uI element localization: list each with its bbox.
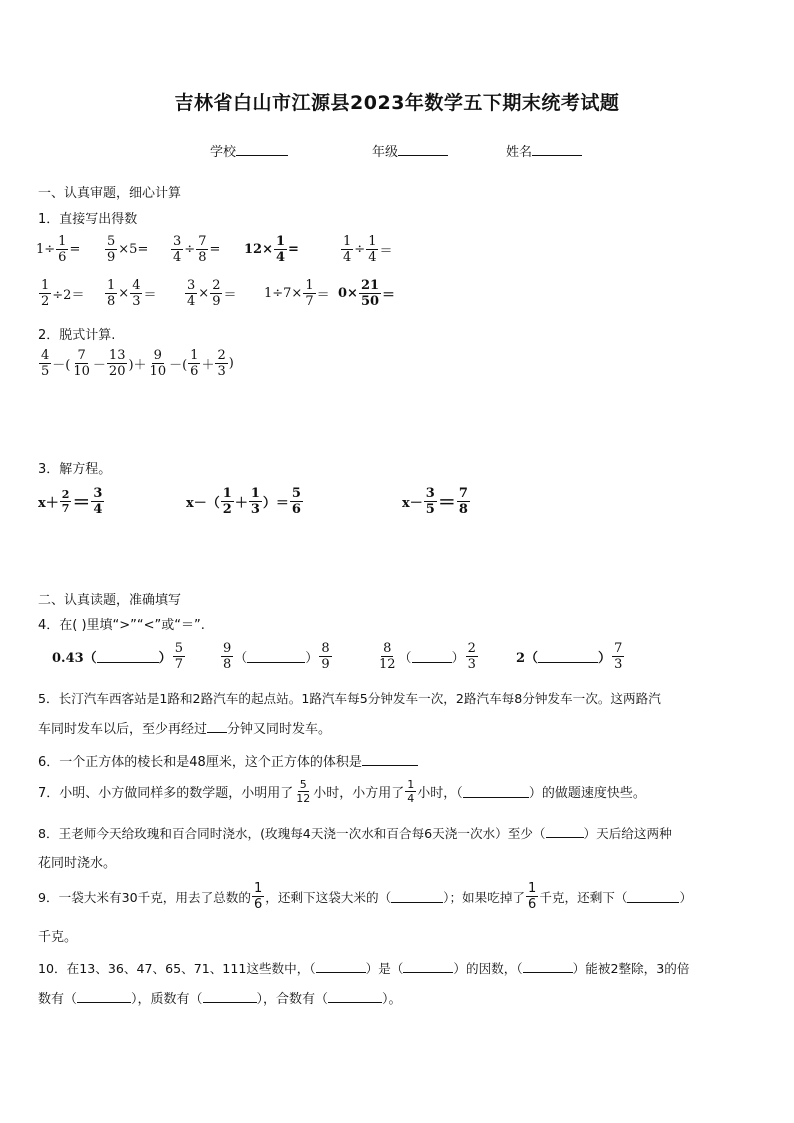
expr-text: ×5= [118, 242, 149, 257]
expr-text: x－ [402, 496, 423, 511]
denominator: 12 [296, 792, 311, 805]
fraction [303, 278, 315, 309]
numerator: 1 [250, 486, 260, 501]
operator: ÷ [184, 242, 196, 257]
q3-equation-2 [186, 486, 304, 517]
text: 小时，小方用了 [313, 786, 405, 801]
answer-blank[interactable] [207, 721, 227, 733]
q1-item-3 [170, 234, 220, 265]
text: 10．在13、36、47、65、71、111这些数中，（ [38, 961, 316, 976]
fraction [130, 278, 142, 309]
numerator: 1 [407, 778, 415, 791]
q1-item-6 [38, 278, 84, 309]
text: ）的做题速度快些。 [528, 786, 646, 801]
text: 9．一袋大米有30千克，用去了总数的 [38, 890, 251, 905]
denominator: 9 [107, 250, 116, 265]
q6 [38, 751, 418, 770]
denominator: 4 [187, 294, 196, 309]
numerator: 9 [223, 641, 232, 656]
equals: ＝ [382, 288, 396, 303]
denominator: 20 [108, 364, 126, 379]
fraction [215, 348, 227, 379]
fraction [91, 486, 104, 517]
fraction [71, 348, 92, 379]
answer-blank[interactable] [546, 826, 584, 838]
expr-text: ）＝ [262, 496, 289, 511]
denominator: 4 [275, 250, 286, 265]
denominator: 3 [614, 657, 623, 672]
q1-item-5 [340, 234, 392, 265]
numerator: 1 [343, 234, 352, 249]
fraction [405, 778, 416, 805]
numerator: 13 [108, 348, 126, 363]
denominator: 8 [223, 657, 232, 672]
fraction [341, 234, 353, 265]
text: 小时，（ [417, 786, 463, 801]
text: ） [679, 890, 693, 905]
answer-blank[interactable] [523, 961, 573, 973]
numerator: 8 [383, 641, 392, 656]
answer-blank[interactable] [328, 991, 382, 1003]
operator: × [198, 286, 210, 301]
answer-blank[interactable] [412, 651, 452, 663]
expr-text: 1÷ [36, 242, 56, 257]
q4-item-2 [220, 641, 333, 672]
q3-equation-1 [38, 486, 105, 517]
numerator: 3 [425, 486, 435, 501]
q1-item-1 [36, 234, 80, 265]
numerator: 1 [253, 881, 263, 896]
q1-item-8 [184, 278, 236, 309]
text: ，还剩下这袋大米的（ [265, 890, 392, 905]
denominator: 6 [528, 897, 537, 912]
text: ），合数有（ [256, 992, 329, 1007]
numerator: 21 [360, 278, 380, 293]
numerator: 4 [41, 348, 50, 363]
fraction [39, 278, 51, 309]
answer-blank[interactable] [316, 961, 366, 973]
q1-item-10 [338, 278, 395, 309]
denominator: 2 [41, 294, 50, 309]
text: 7．小明、小方做同样多的数学题，小明用了 [38, 786, 294, 801]
numerator: 2 [212, 278, 221, 293]
fraction [274, 234, 287, 265]
numerator: 1 [58, 234, 67, 249]
fraction [294, 778, 312, 805]
text: 数有（ [38, 992, 78, 1007]
text: ）；如果吃掉了 [443, 890, 526, 905]
expr-text: ） [598, 651, 612, 666]
denominator: 5 [41, 364, 50, 379]
numerator: 3 [187, 278, 196, 293]
expr-text: 0.43（ [52, 651, 97, 666]
q3-label: 3．解方程。 [38, 462, 112, 477]
operator: － [92, 358, 106, 373]
fraction [366, 234, 378, 265]
fraction [252, 881, 264, 912]
q10-line-2 [38, 988, 402, 1007]
fraction [359, 278, 381, 309]
fraction [424, 486, 437, 517]
denominator: 4 [368, 250, 377, 265]
text: 车同时发车以后，至少再经过 [38, 722, 208, 737]
fraction [196, 234, 208, 265]
fraction [188, 348, 200, 379]
q1-item-9 [264, 278, 330, 309]
expr-text: 0× [338, 286, 358, 301]
numerator: 1 [190, 348, 199, 363]
equals: ＝ [316, 288, 330, 303]
numerator: 4 [132, 278, 141, 293]
q1-label: 1．直接写出得数 [38, 212, 138, 227]
q4-label: 4．在( )里填“>”“<”或“＝”. [38, 618, 205, 633]
expr-text: ÷2＝ [52, 288, 85, 303]
operator: －( [169, 358, 188, 373]
text: ），质数有（ [131, 992, 203, 1007]
q5-line-2 [38, 718, 331, 737]
fraction [173, 641, 185, 672]
expr-text: ） [158, 651, 172, 666]
denominator: 7 [174, 657, 183, 672]
denominator: 3 [132, 294, 141, 309]
denominator: 4 [407, 792, 415, 805]
numerator: 5 [291, 486, 301, 501]
expr-text: ） [451, 651, 465, 666]
q1-item-2 [104, 234, 148, 265]
fraction [105, 234, 117, 265]
denominator: 8 [107, 294, 116, 309]
fraction [107, 348, 128, 379]
operator: ＋ [201, 358, 215, 373]
section-2-heading: 二、认真读题，准确填写 [38, 593, 182, 608]
denominator: 3 [250, 502, 260, 517]
equals: = [209, 242, 221, 257]
operator: × [118, 286, 130, 301]
answer-blank[interactable] [627, 891, 679, 903]
q10-line-1 [38, 958, 689, 977]
fraction [249, 486, 262, 517]
q2-label: 2．脱式计算. [38, 328, 116, 343]
text: ）天后给这两种 [583, 826, 672, 841]
fraction [39, 348, 51, 379]
fraction [377, 641, 398, 672]
operator: )＋ [128, 358, 147, 373]
q9-line-1 [38, 881, 692, 912]
q5-line-1: 5．长汀汽车西客站是1路和2路汽车的起点站。1路汽车每5分钟发车一次，2路汽车每8分钟发车一次。这两路汽 [38, 691, 661, 706]
numerator: 7 [198, 234, 207, 249]
q9-line-2: 千克。 [38, 930, 78, 945]
numerator: 1 [528, 881, 537, 896]
denominator: 6 [291, 502, 301, 517]
text: 千克，还剩下（ [539, 890, 628, 905]
equals: ＝ [72, 492, 91, 514]
school-field[interactable] [210, 141, 288, 160]
fraction [60, 488, 72, 515]
denominator: 10 [73, 364, 90, 379]
equals: = [288, 242, 299, 257]
section-1-heading: 一、认真审题，细心计算 [38, 186, 182, 201]
q1-item-4 [244, 234, 299, 265]
fraction [457, 486, 470, 517]
page-title: 吉林省白山市江源县2023年数学五下期末统考试题 [174, 92, 620, 114]
numerator: 1 [368, 234, 377, 249]
expr-text: 1÷7× [264, 286, 303, 301]
answer-blank[interactable] [97, 651, 159, 663]
q2-expression [38, 348, 234, 379]
expr-text: 2（ [516, 651, 539, 666]
grade-field[interactable] [372, 141, 448, 160]
answer-blank[interactable] [247, 651, 305, 663]
q7 [38, 778, 646, 805]
denominator: 2 [222, 502, 232, 517]
text: ）。 [382, 992, 402, 1007]
text: ）的因数，（ [453, 961, 523, 976]
equals: ＝ [379, 244, 393, 259]
q4-item-3 [376, 641, 479, 672]
fraction [319, 641, 331, 672]
denominator: 4 [93, 502, 103, 517]
operator: ) [228, 356, 234, 371]
school-label: 学校 [210, 145, 237, 160]
grade-blank[interactable] [398, 144, 448, 156]
numerator: 2 [217, 348, 226, 363]
answer-blank[interactable] [403, 961, 453, 973]
text: 分钟又同时发车。 [227, 722, 332, 737]
fraction [466, 641, 478, 672]
text: 6．一个正方体的棱长和是48厘米，这个正方体的体积是 [38, 755, 362, 770]
equals: ＝ [143, 288, 157, 303]
operator: ÷ [354, 242, 366, 257]
numerator: 1 [107, 278, 116, 293]
denominator: 6 [253, 897, 263, 912]
denominator: 5 [425, 502, 435, 517]
q3-equation-3 [402, 486, 471, 517]
numerator: 5 [174, 641, 183, 656]
fraction [210, 278, 222, 309]
expr-text: x＋ [38, 496, 59, 511]
denominator: 7 [305, 294, 314, 309]
fraction [290, 486, 303, 517]
numerator: 7 [614, 641, 623, 656]
numerator: 2 [61, 488, 70, 501]
numerator: 1 [222, 486, 232, 501]
numerator: 1 [275, 234, 286, 249]
denominator: 6 [190, 364, 199, 379]
name-field[interactable] [506, 141, 582, 160]
grade-label: 年级 [372, 145, 399, 160]
denominator: 3 [467, 657, 476, 672]
fraction [171, 234, 183, 265]
answer-blank[interactable] [77, 991, 131, 1003]
expr-text: 12× [244, 242, 273, 257]
q4-item-4 [516, 641, 625, 672]
operator: ＋ [234, 496, 248, 511]
denominator: 7 [61, 502, 70, 515]
q8-line-1 [38, 823, 672, 842]
q1-item-7 [104, 278, 156, 309]
denominator: 9 [321, 657, 330, 672]
school-blank[interactable] [236, 144, 288, 156]
numerator: 1 [41, 278, 50, 293]
expr-text: （ [398, 651, 412, 666]
operator: －( [52, 358, 71, 373]
denominator: 50 [360, 294, 380, 309]
numerator: 7 [77, 348, 86, 363]
fraction [56, 234, 68, 265]
numerator: 1 [305, 278, 314, 293]
fraction [612, 641, 624, 672]
name-blank[interactable] [532, 144, 582, 156]
answer-blank[interactable] [538, 651, 598, 663]
name-label: 姓名 [506, 145, 533, 160]
equals: ＝ [437, 492, 456, 514]
numerator: 7 [458, 486, 468, 501]
answer-blank[interactable] [362, 754, 418, 766]
fraction [148, 348, 169, 379]
equals: ＝ [223, 288, 237, 303]
numerator: 5 [107, 234, 116, 249]
denominator: 10 [149, 364, 167, 379]
denominator: 6 [58, 250, 67, 265]
answer-blank[interactable] [203, 991, 257, 1003]
fraction [221, 486, 234, 517]
numerator: 2 [467, 641, 476, 656]
denominator: 4 [173, 250, 182, 265]
fraction [105, 278, 117, 309]
denominator: 3 [217, 364, 226, 379]
denominator: 4 [343, 250, 352, 265]
numerator: 3 [173, 234, 182, 249]
equals: = [69, 242, 81, 257]
expr-text: （ [234, 651, 248, 666]
fraction [526, 881, 538, 912]
text: 8．王老师今天给玫瑰和百合同时浇水，(玫瑰每4天浇一次水和百合每6天浇一次水）至少（ [38, 826, 546, 841]
text: ）能被2整除，3的倍 [572, 961, 690, 976]
numerator: 8 [321, 641, 330, 656]
denominator: 12 [379, 657, 396, 672]
expr-text: x－（ [186, 496, 220, 511]
q4-item-1 [52, 641, 186, 672]
numerator: 9 [153, 348, 162, 363]
q8-line-2: 花同时浇水。 [38, 856, 117, 871]
numerator: 3 [93, 486, 103, 501]
answer-blank[interactable] [463, 786, 529, 798]
text: ）是（ [365, 961, 404, 976]
fraction [185, 278, 197, 309]
numerator: 5 [299, 778, 307, 791]
denominator: 8 [458, 502, 468, 517]
denominator: 9 [212, 294, 221, 309]
denominator: 8 [198, 250, 207, 265]
answer-blank[interactable] [391, 891, 443, 903]
expr-text: ） [305, 651, 319, 666]
fraction [221, 641, 233, 672]
